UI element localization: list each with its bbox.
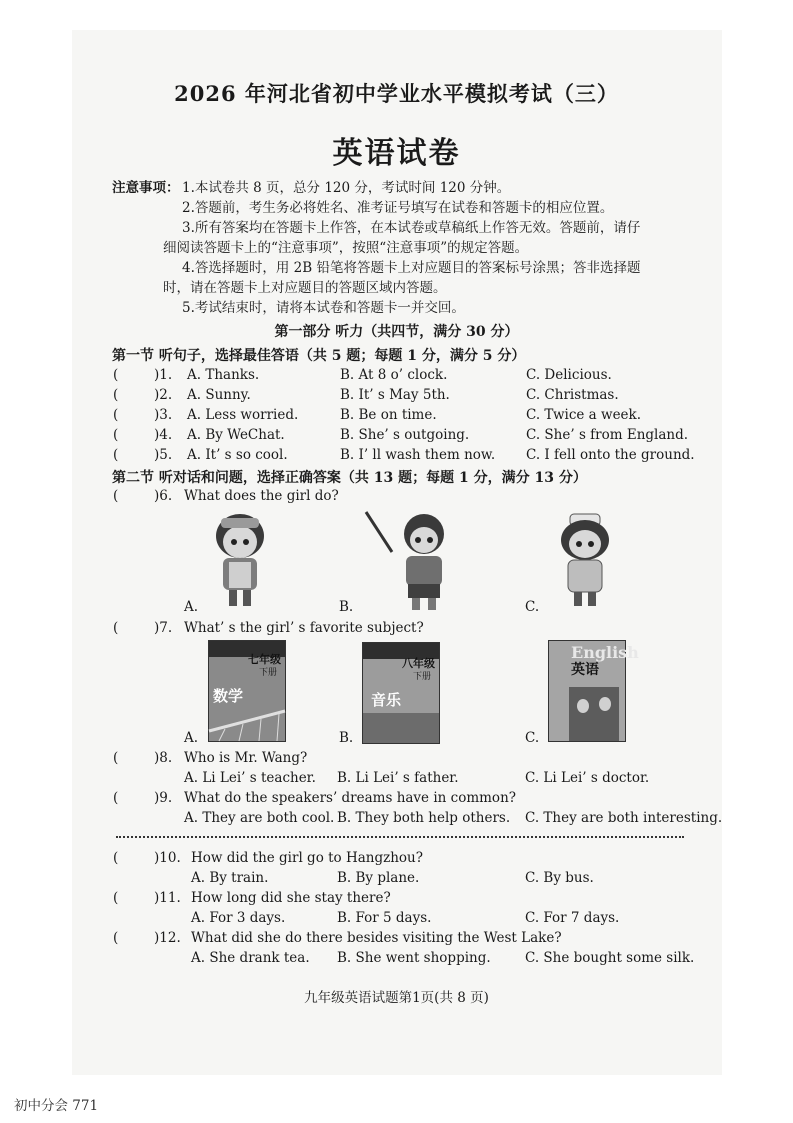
- question-number: )6.: [154, 488, 173, 504]
- option-c: C. They are both interesting.: [525, 810, 723, 826]
- option-a: A. Less worried.: [187, 407, 299, 423]
- music-textbook-cover: [362, 642, 440, 744]
- option-c: C. Delicious.: [526, 367, 612, 383]
- answer-blank[interactable]: (: [113, 387, 119, 403]
- answer-blank[interactable]: (: [113, 890, 119, 906]
- cook-girl-picture: [205, 512, 275, 610]
- note-item: 4.答选择题时，用 2B 铅笔将答题卡上对应题目的答案标号涂黑；答非选择题: [182, 260, 641, 276]
- question-number: )12.: [154, 930, 181, 946]
- question-number: )3.: [154, 407, 173, 423]
- option-b: B. Li Lei’ s father.: [337, 770, 459, 786]
- answer-blank[interactable]: (: [113, 930, 119, 946]
- book-grade: 八年级: [402, 657, 435, 670]
- option-b: B. Be on time.: [340, 407, 437, 423]
- option-b: B. They both help others.: [337, 810, 511, 826]
- question-number: )8.: [154, 750, 173, 766]
- english-textbook-cover: [548, 640, 639, 742]
- answer-blank[interactable]: (: [113, 850, 119, 866]
- exam-subject-title: 英语试卷: [332, 136, 461, 171]
- option-b-label: B.: [339, 730, 354, 746]
- option-a: A. For 3 days.: [191, 910, 286, 926]
- answer-blank[interactable]: (: [113, 488, 119, 504]
- option-a: A. Sunny.: [187, 387, 251, 403]
- note-item: 1.本试卷共 8 页，总分 120 分，考试时间 120 分钟。: [182, 180, 511, 196]
- note-item: 细阅读答题卡上的“注意事项”，按照“注意事项”的规定答题。: [163, 240, 529, 256]
- question-text: What do the speakers’ dreams have in common?: [184, 790, 516, 806]
- page-footer: 九年级英语试题第1页(共 8 页): [304, 990, 489, 1006]
- watermark: 初中分会 771: [14, 1098, 99, 1114]
- question-number: )1.: [154, 367, 173, 383]
- option-a: A. She drank tea.: [191, 950, 310, 966]
- question-text: What’ s the girl’ s favorite subject?: [184, 620, 424, 636]
- section-two-title: 第二节 听对话和问题，选择正确答案（共 13 题；每题 1 分，满分 13 分）: [112, 470, 587, 486]
- answer-blank[interactable]: (: [113, 620, 119, 636]
- note-item: 时，请在答题卡上对应题目的答题区域内答题。: [163, 280, 447, 296]
- option-a: A. By WeChat.: [187, 427, 285, 443]
- teacher-picture: [362, 508, 462, 612]
- option-c: C. She’ s from England.: [526, 427, 689, 443]
- answer-blank[interactable]: (: [113, 790, 119, 806]
- answer-blank[interactable]: (: [113, 447, 119, 463]
- option-b-label: B.: [339, 599, 354, 615]
- answer-blank[interactable]: (: [113, 407, 119, 423]
- answer-blank[interactable]: (: [113, 427, 119, 443]
- option-b: B. She went shopping.: [337, 950, 491, 966]
- question-number: )10.: [154, 850, 181, 866]
- question-number: )4.: [154, 427, 173, 443]
- book-subject: 英语: [571, 662, 599, 678]
- option-b: B. At 8 o’ clock.: [340, 367, 448, 383]
- option-c: C. She bought some silk.: [525, 950, 695, 966]
- option-c-label: C.: [525, 730, 540, 746]
- question-number: )7.: [154, 620, 173, 636]
- question-text: Who is Mr. Wang?: [184, 750, 308, 766]
- book-subject: 音乐: [371, 691, 402, 709]
- answer-blank[interactable]: (: [113, 750, 119, 766]
- part-one-title: 第一部分 听力（共四节，满分 30 分）: [274, 324, 519, 340]
- option-c: C. By bus.: [525, 870, 594, 886]
- option-c: C. Christmas.: [526, 387, 619, 403]
- option-b: B. By plane.: [337, 870, 420, 886]
- book-grade: 七年级: [248, 653, 281, 666]
- option-c: C. I fell onto the ground.: [526, 447, 695, 463]
- bridge-graphic: [209, 701, 285, 741]
- question-text: What does the girl do?: [184, 488, 339, 504]
- option-b: B. For 5 days.: [337, 910, 432, 926]
- book-volume: 下册: [258, 668, 277, 678]
- option-b: B. She’ s outgoing.: [340, 427, 470, 443]
- question-number: )9.: [154, 790, 173, 806]
- note-item: 2.答题前，考生务必将姓名、准考证号填写在试卷和答题卡的相应位置。: [182, 200, 614, 216]
- option-c: C. Twice a week.: [526, 407, 642, 423]
- notes-label: 注意事项：: [112, 180, 180, 196]
- exam-title: 2026 年河北省初中学业水平模拟考试（三）: [174, 81, 619, 106]
- option-a: A. Thanks.: [187, 367, 260, 383]
- question-text: What did she do there besides visiting the West Lake?: [191, 930, 562, 946]
- note-item: 5.考试结束时，请将本试卷和答题卡一并交回。: [182, 300, 465, 316]
- book-volume: 下册: [412, 672, 431, 682]
- option-a: A. By train.: [191, 870, 269, 886]
- option-a: A. Li Lei’ s teacher.: [184, 770, 316, 786]
- book-subject: 数学: [213, 687, 244, 705]
- option-b: B. It’ s May 5th.: [340, 387, 450, 403]
- question-number: )5.: [154, 447, 173, 463]
- option-b: B. I’ ll wash them now.: [340, 447, 496, 463]
- option-c: C. For 7 days.: [525, 910, 620, 926]
- book-cover-word: English: [571, 643, 639, 662]
- option-a: A. They are both cool.: [184, 810, 335, 826]
- question-text: How long did she stay there?: [191, 890, 391, 906]
- section-one-title: 第一节 听句子，选择最佳答语（共 5 题；每题 1 分，满分 5 分）: [112, 348, 526, 364]
- option-c-label: C.: [525, 599, 540, 615]
- question-number: )2.: [154, 387, 173, 403]
- note-item: 3.所有答案均在答题卡上作答，在本试卷或草稿纸上作答无效。答题前，请仔: [182, 220, 641, 236]
- dotted-separator: [116, 836, 684, 838]
- math-textbook-cover: [208, 640, 286, 742]
- option-a: A. It’ s so cool.: [187, 447, 288, 463]
- answer-blank[interactable]: (: [113, 367, 119, 383]
- nurse-picture: [550, 512, 620, 610]
- question-number: )11.: [154, 890, 181, 906]
- option-a-label: A.: [184, 730, 199, 746]
- question-text: How did the girl go to Hangzhou?: [191, 850, 423, 866]
- option-c: C. Li Lei’ s doctor.: [525, 770, 650, 786]
- option-a-label: A.: [184, 599, 199, 615]
